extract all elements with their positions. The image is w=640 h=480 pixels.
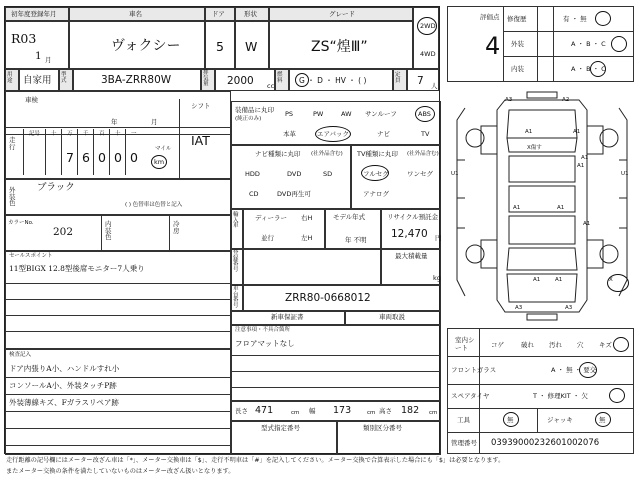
equip-ps: PS [285,110,294,118]
chassis-label: 車台番号 [233,286,239,309]
mgmt-label: 管理番号 [451,439,477,447]
doors-label: ドア [212,10,225,18]
equip-pw: PW [313,110,324,118]
cond-divider [479,328,480,454]
month-unit-2: 月 [151,118,158,126]
notes-line-1 [231,355,441,356]
navi-label: ナビ種類に丸印 [255,150,301,158]
car-name: ヴォクシー [111,38,181,54]
equip-sub: (純正のみ) [235,116,262,122]
type-no-label: 型式指定番号 [261,424,300,432]
digit-header: 記号 [29,131,41,137]
mgmt-no: 03939000232601002076 [491,438,600,448]
model-year-label: モデル年式 [333,213,366,221]
seat-circle [613,337,629,352]
equip-sunroof: サンルーフ [365,110,397,118]
sales-line-2 [5,299,231,300]
width-cm: cm [367,410,376,416]
cond-line-2 [447,384,634,385]
diagram-mark: A1 [557,205,565,211]
digit-divider [45,129,46,175]
cc-unit: cc [267,82,275,90]
seat-label: 室内シート [455,336,475,353]
digit-header: 十 [51,131,57,137]
capacity-label: 定員 [395,72,401,84]
recycle-label: リサイクル預託金 [387,213,439,221]
recycle: 12,470 [391,228,428,240]
grade: ZS“煌Ⅲ” [311,39,368,55]
first-reg-label: 初年度登録年月 [11,10,57,18]
inspector-label: 検査記入 [9,352,32,358]
color-note: ( ) 色替車は色替と記入 [125,202,183,208]
grade-divider [537,6,538,82]
length-cm: cm [291,410,300,416]
width: 173 [333,405,352,416]
equip-label: 装備品に丸印 [235,106,274,114]
parallel: 並行 [261,234,274,242]
height: 182 [401,405,420,416]
model-label: 型式 [61,72,67,84]
yen: 円 [435,234,442,242]
int-circle [590,61,606,77]
seat-option: 穴 [577,341,584,349]
spare-circle [609,388,625,403]
grade-line-1 [503,31,634,32]
cold-divider [169,215,170,251]
reg-no-label: 登録番号 [233,250,239,273]
month-unit: 月 [45,56,52,64]
digit-divider [23,129,24,175]
ext-label: 外装 [511,40,524,48]
cold-label: 冷房 [173,220,180,235]
ext-circle [611,36,627,52]
inspector-note-2: コンソールA小、外装タッチP跡 [9,381,117,390]
drive-2wd: 2WD [420,22,436,30]
digit-divider [109,129,110,175]
diagram-mark: X傷す [527,145,542,151]
int-label: 内装 [511,65,524,73]
color-no-label: カラーNo. [8,220,34,226]
mileage-digit: 0 [130,150,138,165]
footer-line-2: またメーター交換の条件を満たしていないものはメーター改ざん扱いとなります。 [6,468,235,475]
sales-line-3 [5,315,231,316]
color-no-box [5,215,231,251]
notes-line-2 [231,371,441,372]
manual: 車両取説 [379,313,405,321]
notes: フロアマットなし [235,339,295,348]
jack: 無 [599,416,606,424]
repair-label: 修復歴 [507,15,527,23]
diagram-mark: A2 [562,97,570,103]
inspector-note-3: 外装薄線キズ、Fガラスリペア跡 [9,398,119,407]
diagram-mark: A3 [565,305,573,311]
width-label: 幅 [309,407,316,415]
digit-header: 一 [131,131,137,137]
front-glass-opts: A ・ 無 ・ 要交 [551,366,597,374]
tool-divider [537,408,538,432]
exterior-color: ブラック [37,182,75,193]
reg-no-cell [243,249,381,285]
tv-analog: アナログ [363,190,389,198]
mileage-digit: 6 [82,150,90,165]
car-damage-diagram [447,90,634,326]
diagram-mark: U1 [621,171,629,177]
inspection-sheet [4,6,440,454]
km-label: km [154,158,165,166]
score: 4 [485,32,501,60]
diagram-mark: X [609,277,613,283]
right-hand: 右H [301,214,313,222]
car-name-label: 車名 [129,10,142,18]
digit-divider [77,129,78,175]
grade-label: グレード [329,10,355,18]
mileage-label: 走行 [9,136,16,151]
notes-box [231,325,441,401]
digit-header: 十 [115,131,121,137]
cond-line-4 [447,432,634,433]
sales-line-4 [5,331,231,332]
tv-oneseg: ワンセグ [407,170,433,178]
year-unit: 年 [111,118,118,126]
digit-header: 万 [67,131,73,137]
tv-fullseg: フルセグ [363,170,389,178]
repair-circle [595,11,611,26]
diagram-mark: A1 [555,277,563,283]
interior-label: 内装色 [105,220,112,241]
sales-point-label: セールスポイント [9,253,53,259]
model-year: 年 不明 [345,236,367,244]
spare-opts: T ・ 修理KIT ・ 欠 [533,392,588,400]
grade-line-2 [503,56,634,57]
shape: W [245,39,258,54]
model: 3BA-ZRR80W [101,74,172,86]
repair-opts: 有 ・ 無 [563,15,587,23]
capacity: 7 [417,75,424,87]
insp-line-5 [5,445,231,446]
displacement: 2000 [227,75,254,87]
inspector-note-1: ドア内張りA小、ハンドルすれ小 [9,364,120,373]
digit-divider [61,129,62,175]
seat-option: キズ [599,341,612,349]
diagram-mark: A3 [515,305,523,311]
mile-label: マイル [155,146,172,152]
notes-label: 注意事項・不具合箇所 [235,327,291,333]
length: 471 [255,405,274,416]
digit-header: 百 [99,131,105,137]
insp-line-2 [5,394,231,395]
digit-divider [125,129,126,175]
inspection-label: 車検 [25,96,38,104]
diagram-mark: A1 [513,205,521,211]
notes-line-3 [231,387,441,388]
first-reg-month: 1 [35,50,42,62]
score-label: 評価点 [480,13,500,21]
dealer: ディーラー [255,214,287,222]
exterior-label: 外装色 [9,186,16,207]
diagram-mark: A1 [525,129,533,135]
category-no-label: 類別区分番号 [363,424,402,432]
cond-line-1 [447,356,634,357]
navi-sd: SD [323,170,333,178]
drive-4wd: 4WD [420,50,436,58]
tv-label: TV種類に丸印 [357,150,398,158]
insp-line-4 [5,428,231,429]
sales-line-1 [5,283,231,284]
navi-sub: (社外品含む) [311,151,343,157]
left-hand: 左H [301,234,313,242]
ext-abc: A ・ B ・ C [571,40,606,48]
shape-label: 形状 [244,10,257,18]
mileage-digit: 0 [98,150,106,165]
usage-label: 用途 [7,72,13,84]
navi-cd: CD [249,190,259,198]
front-glass-label: フロントガラス [451,366,497,374]
max-load-label: 最大積載量 [395,252,428,260]
int-abc: A ・ B ・ C [571,65,606,73]
equip-airbag: エアバック [317,130,349,138]
digit-divider [93,129,94,175]
navi-dvd: DVD [287,170,302,178]
mileage-digit: 0 [114,150,122,165]
displacement-label: 排気量 [203,70,209,87]
capacity-unit: 人 [431,82,438,90]
first-reg-era: R03 [11,31,37,46]
fuel-options: G ・ D ・ HV ・ ( ) [299,76,367,85]
equip-abs: ABS [418,110,431,118]
equip-navi: ナビ [377,130,390,138]
insp-line-3 [5,411,231,412]
cond-line-3 [447,408,634,409]
diagram-mark: A1 [573,129,581,135]
seat-option: 破れ [521,341,534,349]
spare-label: スペアタイヤ [451,392,490,400]
tool: 無 [507,416,514,424]
equip-tv: TV [421,130,430,138]
chassis: ZRR80-0668012 [285,292,371,304]
tool-label: 工具 [457,416,470,424]
footer-line-1: 走行距離の記号欄にはメーター改ざん車は「*」、メーター交換車は「$」、走行不明車は「#」を記入してください。メーター交換で合算表示した場合にも「$」は必要となります。 [6,457,505,464]
new-warranty: 新車保証書 [271,313,304,321]
usage: 自家用 [23,75,52,86]
jack-label: ジャッキ [547,416,573,424]
color-no: 202 [53,226,74,238]
insp-line-1 [5,377,231,378]
kg: kg [433,274,441,282]
height-cm: cm [429,410,438,416]
diagram-mark: A1 [581,155,589,161]
diagram-mark: A1 [583,221,591,227]
doors: 5 [216,39,224,54]
glass-circle [579,362,597,378]
diagram-mark: A1 [577,163,585,169]
import-label: 輸入車 [233,212,239,229]
diagram-mark: A3 [505,97,513,103]
mileage-digit: 7 [66,150,74,165]
seat-option: 汚れ [549,341,562,349]
shift-label: シフト [191,102,211,110]
tv-sub: (社外品含む) [407,151,439,157]
navi-dvd-play: DVD再生可 [277,190,311,198]
evaluation-panel [447,6,634,454]
diagram-mark: U1 [451,171,459,177]
diagram-mark: A1 [533,277,541,283]
equip-leather: 本革 [283,130,296,138]
interior-divider [101,215,102,251]
height-label: 高さ [379,407,392,415]
navi-hdd: HDD [245,170,260,178]
seat-option: コゲ [491,341,504,349]
fuel-label: 燃料 [277,72,283,84]
sales-point: 11型BIGX 12.8型後席モニター7人乗り [9,264,145,273]
digit-header: 千 [83,131,89,137]
equip-aw: AW [341,110,352,118]
shift: IAT [191,133,210,148]
length-label: 長さ [235,407,248,415]
